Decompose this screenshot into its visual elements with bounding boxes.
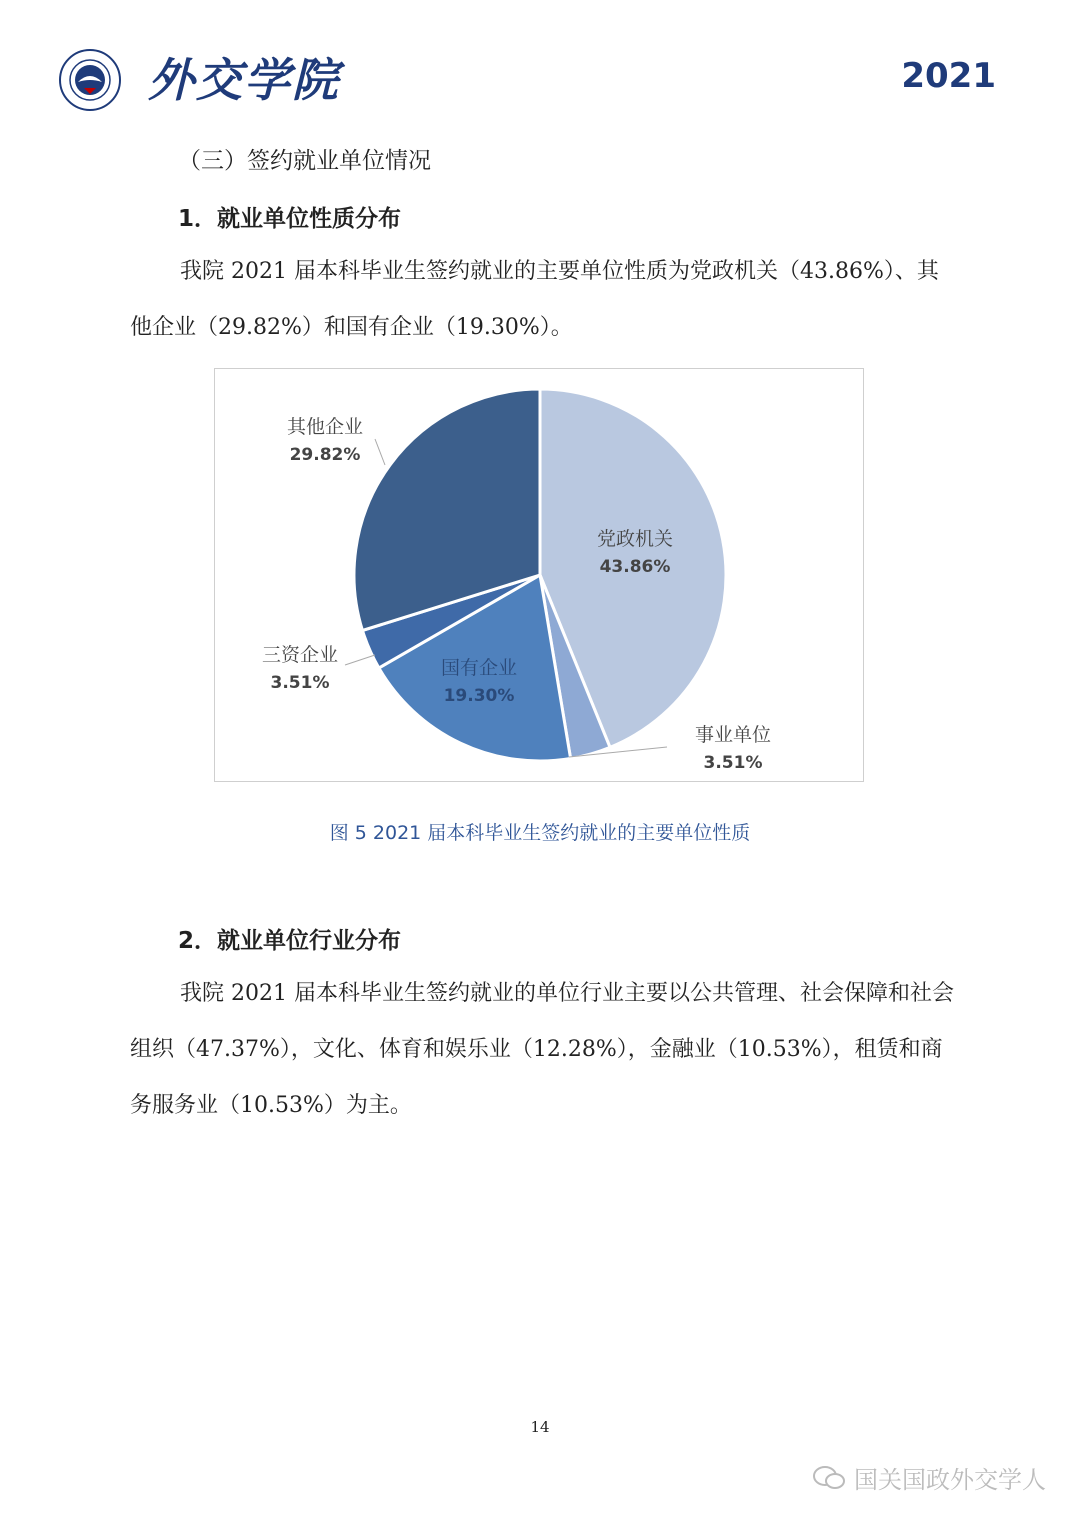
university-logo (58, 48, 122, 112)
slice-value-4: 3.51% (270, 673, 330, 693)
wechat-icon (812, 1464, 846, 1492)
slice-label-1: 党政机关 (596, 528, 674, 550)
watermark (812, 1460, 1046, 1495)
report-year: 2021 (901, 56, 996, 96)
leader-line-4 (345, 655, 375, 665)
slice-value-3: 19.30% (443, 686, 515, 706)
university-wordmark: 外交学院 (148, 53, 340, 107)
slice-label-2: 事业单位 (694, 724, 772, 746)
slice-value-2: 3.51% (703, 753, 763, 773)
slice-label-5: 其他企业 (286, 416, 364, 438)
paragraph-industry: 我院 2021 届本科毕业生签约就业的单位行业主要以公共管理、社会保障和社会组织（47.37%），文化、体育和娱乐业（12.28%），金融业（10.53%），租赁和商务服务业（10.53%）为主。 (130, 981, 954, 1118)
slice-label-4: 三资企业 (261, 644, 339, 666)
section-heading: （三）签约就业单位情况 (178, 148, 431, 174)
slice-label-3: 国有企业 (440, 657, 518, 679)
watermark-text: 国关国政外交学人 (854, 1466, 1046, 1494)
slice-value-5: 29.82% (289, 445, 361, 465)
subheading-unit-nature: 1．就业单位性质分布 (178, 206, 402, 232)
subheading-industry: 2．就业单位行业分布 (178, 928, 402, 954)
chart-frame (214, 368, 864, 782)
slice-value-1: 43.86% (599, 557, 671, 577)
figure-caption: 图 5 2021 届本科毕业生签约就业的主要单位性质 (329, 822, 751, 844)
leader-line-5 (375, 439, 385, 465)
pie-chart (215, 369, 863, 781)
paragraph-unit-nature: 我院 2021 届本科毕业生签约就业的主要单位性质为党政机关（43.86%）、其他企业（29.82%）和国有企业（19.30%）。 (130, 259, 939, 340)
page-number: 14 (530, 1418, 550, 1436)
